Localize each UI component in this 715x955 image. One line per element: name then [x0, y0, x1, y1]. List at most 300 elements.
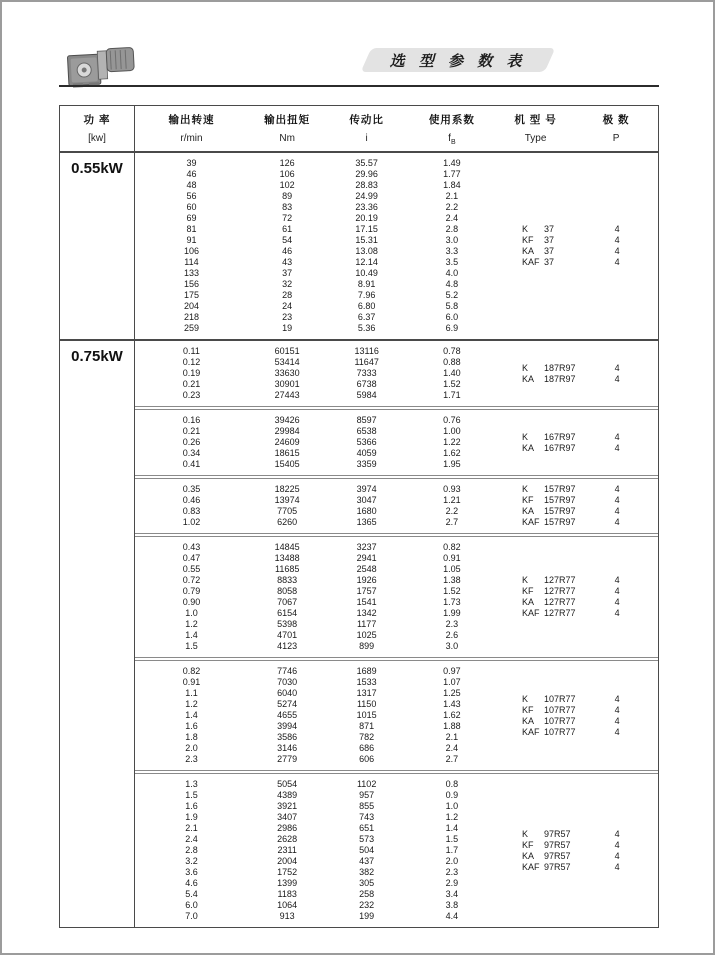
table-row — [135, 202, 658, 213]
cell: 8833 — [277, 575, 298, 585]
cell: 1064 — [277, 900, 298, 910]
cell: 7705 — [277, 506, 298, 516]
cell: 7333 — [356, 368, 377, 378]
header-speed-label: 输出转速 — [168, 114, 215, 126]
model-type-name — [522, 840, 597, 851]
poles-value: 4 — [614, 517, 620, 527]
table-row — [135, 878, 658, 889]
cell: 0.35 — [182, 484, 201, 494]
cell: 11647 — [354, 357, 379, 367]
cell: 1177 — [356, 619, 377, 629]
model-type-row — [522, 608, 658, 619]
model-type-prefix: KA — [522, 246, 535, 256]
cell: 24609 — [274, 437, 300, 447]
cell: 54 — [282, 235, 293, 245]
model-type-number: 107R77 — [544, 704, 576, 715]
table-row — [135, 677, 658, 688]
cell: 2.3 — [185, 754, 198, 764]
model-type-name — [522, 716, 597, 727]
cell: 20.19 — [355, 213, 378, 223]
poles-value: 4 — [614, 715, 620, 726]
table-row — [135, 564, 658, 575]
cell: 199 — [359, 911, 375, 921]
model-type-row — [522, 443, 658, 454]
cell: 259 — [183, 323, 199, 333]
cell: 2.2 — [445, 202, 459, 212]
table-row — [135, 779, 658, 790]
cell: 0.76 — [443, 415, 461, 425]
table-row — [135, 542, 658, 553]
cell: 743 — [359, 812, 375, 822]
model-type-list — [522, 694, 658, 738]
cell: 1.5 — [185, 790, 198, 800]
page-title: 选 型 参 数 表 — [389, 52, 527, 70]
model-type-name — [522, 257, 597, 268]
cell: 5054 — [277, 779, 298, 789]
cell: 1399 — [277, 878, 298, 888]
cell: 1.38 — [443, 575, 461, 585]
model-type-prefix: KA — [522, 715, 535, 726]
model-type-name — [522, 374, 597, 385]
cell: 437 — [359, 856, 375, 866]
cell: 60151 — [274, 346, 300, 356]
model-type-name — [522, 608, 597, 619]
gear-series-block — [135, 773, 658, 927]
model-type-prefix: K — [522, 575, 529, 585]
cell: 1150 — [356, 699, 377, 709]
cell: 3921 — [277, 801, 298, 811]
gear-series-block — [135, 409, 658, 476]
poles-value: 4 — [614, 495, 620, 505]
model-type-row — [522, 597, 658, 608]
cell: 24 — [282, 301, 293, 311]
cell: 81 — [186, 224, 197, 234]
table-row — [135, 346, 658, 357]
cell: 1.88 — [443, 721, 461, 731]
model-type-prefix: K — [522, 484, 529, 494]
cell: 48 — [186, 180, 197, 190]
poles-value: 4 — [614, 442, 620, 453]
cell: 56 — [186, 191, 197, 201]
poles-value: 4 — [614, 257, 620, 267]
cell: 855 — [359, 801, 375, 811]
cell: 1.2 — [185, 619, 198, 629]
cell: 4.8 — [445, 279, 459, 289]
poles-value: 4 — [614, 693, 620, 704]
cell: 46 — [186, 169, 197, 179]
table-row — [135, 900, 658, 911]
cell: 6.9 — [445, 323, 459, 333]
cell: 72 — [282, 213, 293, 223]
cell: 28.83 — [355, 180, 378, 190]
model-type-row — [522, 363, 658, 374]
cell: 0.82 — [182, 666, 201, 676]
cell: 1015 — [356, 710, 377, 720]
model-type-list — [522, 829, 658, 873]
model-type-number: 97R57 — [544, 828, 571, 839]
cell: 573 — [359, 834, 375, 844]
header-data-columns — [135, 106, 658, 151]
model-type-row — [522, 495, 658, 506]
model-type-list — [522, 432, 658, 454]
cell: 3994 — [277, 721, 298, 731]
cell: 37 — [282, 268, 293, 278]
cell: 1.1 — [185, 688, 198, 698]
cell: 3.0 — [445, 235, 459, 245]
model-type-name — [522, 727, 597, 738]
cell: 957 — [359, 790, 375, 800]
poles-value: 4 — [614, 373, 620, 384]
cell: 1.5 — [445, 834, 459, 844]
model-type-prefix: K — [522, 224, 529, 234]
cell: 2941 — [356, 553, 377, 563]
table-row — [135, 801, 658, 812]
cell: 5.36 — [357, 323, 376, 333]
cell: 1.2 — [185, 699, 198, 709]
table-row — [135, 323, 658, 334]
table-row — [135, 911, 658, 922]
header-ratio — [326, 106, 407, 151]
cell: 1183 — [277, 889, 297, 899]
cell: 61 — [282, 224, 293, 234]
cell: 24.99 — [355, 191, 378, 201]
model-type-number: 37 — [544, 224, 555, 234]
table-row — [135, 213, 658, 224]
cell: 5274 — [277, 699, 298, 709]
cell: 3.3 — [445, 246, 459, 256]
cell: 3.5 — [445, 257, 459, 267]
cell: 3974 — [356, 484, 377, 494]
cell: 4.4 — [445, 911, 459, 921]
cell: 3237 — [356, 542, 377, 552]
cell: 3407 — [277, 812, 298, 822]
model-type-prefix: KF — [522, 495, 534, 505]
cell: 0.47 — [182, 553, 201, 563]
model-type-list — [522, 484, 658, 528]
model-type-prefix: K — [522, 693, 529, 704]
cell: 0.16 — [182, 415, 201, 425]
cell: 0.11 — [183, 346, 200, 356]
cell: 218 — [183, 312, 199, 322]
header-type-unit: Type — [524, 133, 547, 144]
cell: 29984 — [274, 426, 300, 436]
cell: 2.8 — [445, 224, 459, 234]
table-row — [135, 553, 658, 564]
cell: 2628 — [277, 834, 298, 844]
cell: 13974 — [274, 495, 300, 505]
cell: 1.8 — [185, 732, 198, 742]
cell: 1.05 — [443, 564, 461, 574]
header-service-factor — [407, 106, 497, 151]
cell: 0.9 — [445, 790, 459, 800]
cell: 1689 — [356, 666, 377, 676]
table-row — [135, 743, 658, 754]
table-row — [135, 619, 658, 630]
model-type-list — [522, 224, 658, 268]
cell: 1533 — [356, 677, 377, 687]
header-type-label: 机 型 号 — [514, 114, 557, 126]
cell: 0.88 — [443, 357, 461, 367]
cell: 1365 — [356, 517, 377, 527]
header-service-factor-label: 使用系数 — [428, 114, 475, 126]
header-service-factor-unit — [407, 133, 497, 146]
cell: 1.52 — [443, 379, 461, 389]
cell: 2986 — [277, 823, 298, 833]
cell: 18615 — [274, 448, 300, 458]
model-type-row — [522, 517, 658, 528]
cell: 27443 — [274, 390, 300, 400]
cell: 1.02 — [182, 517, 201, 527]
model-type-number: 167R97 — [544, 431, 576, 442]
cell: 0.21 — [182, 426, 201, 436]
header-speed — [135, 106, 248, 151]
cell: 6.0 — [445, 312, 459, 322]
cell: 1.43 — [443, 699, 461, 709]
cell: 8058 — [277, 586, 298, 596]
cell: 2.1 — [445, 191, 459, 201]
cell: 1.21 — [443, 495, 461, 505]
cell: 46 — [282, 246, 293, 256]
cell: 4059 — [356, 448, 377, 458]
cell: 6.0 — [185, 900, 198, 910]
header-divider — [59, 85, 659, 87]
gearmotor-photo-icon — [64, 42, 142, 90]
cell: 2.9 — [445, 878, 459, 888]
table-row — [135, 191, 658, 202]
cell: 899 — [359, 641, 375, 651]
cell: 6154 — [277, 608, 298, 618]
cell: 2.1 — [185, 823, 198, 833]
poles-value: 4 — [614, 235, 620, 245]
cell: 2.3 — [445, 619, 459, 629]
model-type-row — [522, 716, 658, 727]
model-type-prefix: KA — [522, 506, 535, 516]
cell: 1757 — [356, 586, 377, 596]
cell: 7030 — [277, 677, 298, 687]
cell: 1.22 — [443, 437, 461, 447]
cell: 3047 — [356, 495, 377, 505]
cell: 2.4 — [185, 834, 198, 844]
model-type-name — [522, 586, 597, 597]
model-type-name — [522, 235, 597, 246]
header-ratio-label: 传动比 — [349, 114, 384, 126]
cell: 0.23 — [182, 390, 201, 400]
cell: 5366 — [356, 437, 377, 447]
model-type-number: 97R57 — [544, 861, 571, 872]
model-type-name — [522, 705, 597, 716]
section-body — [135, 341, 658, 927]
model-type-number: 187R97 — [544, 373, 576, 384]
model-type-name — [522, 363, 597, 374]
cell: 1.4 — [185, 630, 198, 640]
cell: 1.71 — [443, 390, 461, 400]
cell: 1680 — [356, 506, 377, 516]
page-title-banner — [361, 48, 556, 72]
cell: 1.3 — [185, 779, 198, 789]
factor-symbol-sub: B — [450, 139, 456, 146]
model-type-number: 107R77 — [544, 693, 576, 704]
model-type-name — [522, 443, 597, 454]
model-type-row — [522, 484, 658, 495]
model-type-prefix: KF — [522, 586, 534, 596]
cell: 6738 — [356, 379, 377, 389]
cell: 7.96 — [357, 290, 376, 300]
cell: 175 — [183, 290, 199, 300]
table-row — [135, 279, 658, 290]
cell: 258 — [359, 889, 375, 899]
model-type-row — [522, 694, 658, 705]
cell: 1.4 — [185, 710, 198, 720]
cell: 0.55 — [182, 564, 201, 574]
cell: 2.2 — [445, 506, 459, 516]
cell: 1752 — [277, 867, 298, 877]
model-type-prefix: KF — [522, 235, 534, 245]
model-type-name — [522, 851, 597, 862]
cell: 13488 — [274, 553, 300, 563]
poles-value: 4 — [614, 704, 620, 715]
model-type-number: 107R77 — [544, 715, 576, 726]
model-type-number: 127R77 — [544, 575, 576, 585]
cell: 5984 — [356, 390, 377, 400]
cell: 1342 — [356, 608, 377, 618]
cell: 6.80 — [357, 301, 376, 311]
gearmotor-photo — [64, 42, 142, 95]
model-type-row — [522, 257, 658, 268]
table-row — [135, 641, 658, 652]
cell: 4701 — [277, 630, 298, 640]
model-type-number: 37 — [544, 246, 555, 256]
gear-series-block — [135, 478, 658, 534]
cell: 17.15 — [355, 224, 378, 234]
table-row — [135, 666, 658, 677]
cell: 1.49 — [443, 158, 461, 168]
model-type-name — [522, 432, 597, 443]
cell: 0.93 — [443, 484, 461, 494]
cell: 2779 — [277, 754, 298, 764]
power-section — [60, 339, 658, 927]
cell: 0.78 — [443, 346, 461, 356]
section-body — [135, 153, 658, 339]
cell: 1.99 — [443, 608, 461, 618]
poles-value: 4 — [614, 246, 620, 256]
table-row — [135, 301, 658, 312]
cell: 126 — [279, 158, 295, 168]
model-type-number: 37 — [544, 257, 555, 267]
model-type-row — [522, 840, 658, 851]
cell: 1.77 — [443, 169, 461, 179]
model-type-number: 157R97 — [544, 517, 576, 527]
cell: 4123 — [277, 641, 298, 651]
model-type-prefix: KAF — [522, 726, 540, 737]
header-power-unit: [kw] — [88, 133, 106, 144]
header-torque-unit: Nm — [279, 133, 295, 144]
cell: 3.2 — [185, 856, 198, 866]
cell: 39426 — [274, 415, 300, 425]
poles-value: 4 — [614, 362, 620, 373]
cell: 106 — [279, 169, 295, 179]
cell: 2311 — [277, 845, 297, 855]
cell: 0.91 — [182, 677, 201, 687]
cell: 2.0 — [185, 743, 198, 753]
cell: 32 — [282, 279, 293, 289]
cell: 0.90 — [182, 597, 201, 607]
cell: 23.36 — [355, 202, 378, 212]
model-type-name — [522, 597, 597, 608]
table-row — [135, 169, 658, 180]
model-type-row — [522, 727, 658, 738]
model-type-prefix: KAF — [522, 608, 540, 618]
header-speed-unit: r/min — [180, 133, 203, 144]
cell: 2.6 — [445, 630, 459, 640]
model-type-row — [522, 246, 658, 257]
poles-value: 4 — [614, 839, 620, 850]
table-row — [135, 415, 658, 426]
table-row — [135, 812, 658, 823]
header-type — [497, 106, 574, 151]
poles-value: 4 — [614, 586, 620, 596]
header-torque-label: 输出扭矩 — [264, 114, 311, 126]
model-type-prefix: KF — [522, 704, 534, 715]
cell: 19 — [282, 323, 293, 333]
model-type-number: 37 — [544, 235, 555, 245]
model-type-number: 127R77 — [544, 586, 576, 596]
power-section — [60, 153, 658, 339]
cell: 2.1 — [445, 732, 459, 742]
cell: 5398 — [277, 619, 298, 629]
cell: 2.3 — [445, 867, 459, 877]
cell: 686 — [359, 743, 375, 753]
cell: 0.19 — [182, 368, 201, 378]
model-type-row — [522, 862, 658, 873]
cell: 2.8 — [185, 845, 198, 855]
cell: 382 — [359, 867, 375, 877]
cell: 913 — [279, 911, 295, 921]
cell: 1.62 — [443, 710, 461, 720]
cell: 33630 — [274, 368, 300, 378]
cell: 8.91 — [357, 279, 376, 289]
table-sections — [60, 153, 658, 927]
cell: 83 — [282, 202, 293, 212]
cell: 1.52 — [443, 586, 461, 596]
model-type-number: 107R77 — [544, 726, 576, 737]
cell: 5.8 — [445, 301, 459, 311]
cell: 102 — [279, 180, 295, 190]
cell: 2.7 — [445, 517, 459, 527]
cell: 305 — [359, 878, 375, 888]
cell: 1025 — [356, 630, 377, 640]
cell: 1.2 — [445, 812, 459, 822]
cell: 11685 — [274, 564, 300, 574]
cell: 1.62 — [443, 448, 461, 458]
model-type-number: 157R97 — [544, 506, 576, 516]
model-type-number: 97R57 — [544, 850, 571, 861]
cell: 7.0 — [185, 911, 198, 921]
model-type-name — [522, 495, 597, 506]
model-type-prefix: KA — [522, 373, 535, 384]
poles-value: 4 — [614, 608, 620, 618]
cell: 3146 — [277, 743, 298, 753]
power-rating-label: 0.55kW — [71, 160, 123, 177]
cell: 29.96 — [355, 169, 378, 179]
model-type-name — [522, 517, 597, 528]
cell: 2.0 — [445, 856, 459, 866]
cell: 7067 — [277, 597, 298, 607]
cell: 2.7 — [445, 754, 459, 764]
cell: 1.0 — [445, 801, 459, 811]
cell: 114 — [184, 257, 199, 267]
cell: 1.6 — [185, 721, 198, 731]
cell: 1.00 — [443, 426, 461, 436]
